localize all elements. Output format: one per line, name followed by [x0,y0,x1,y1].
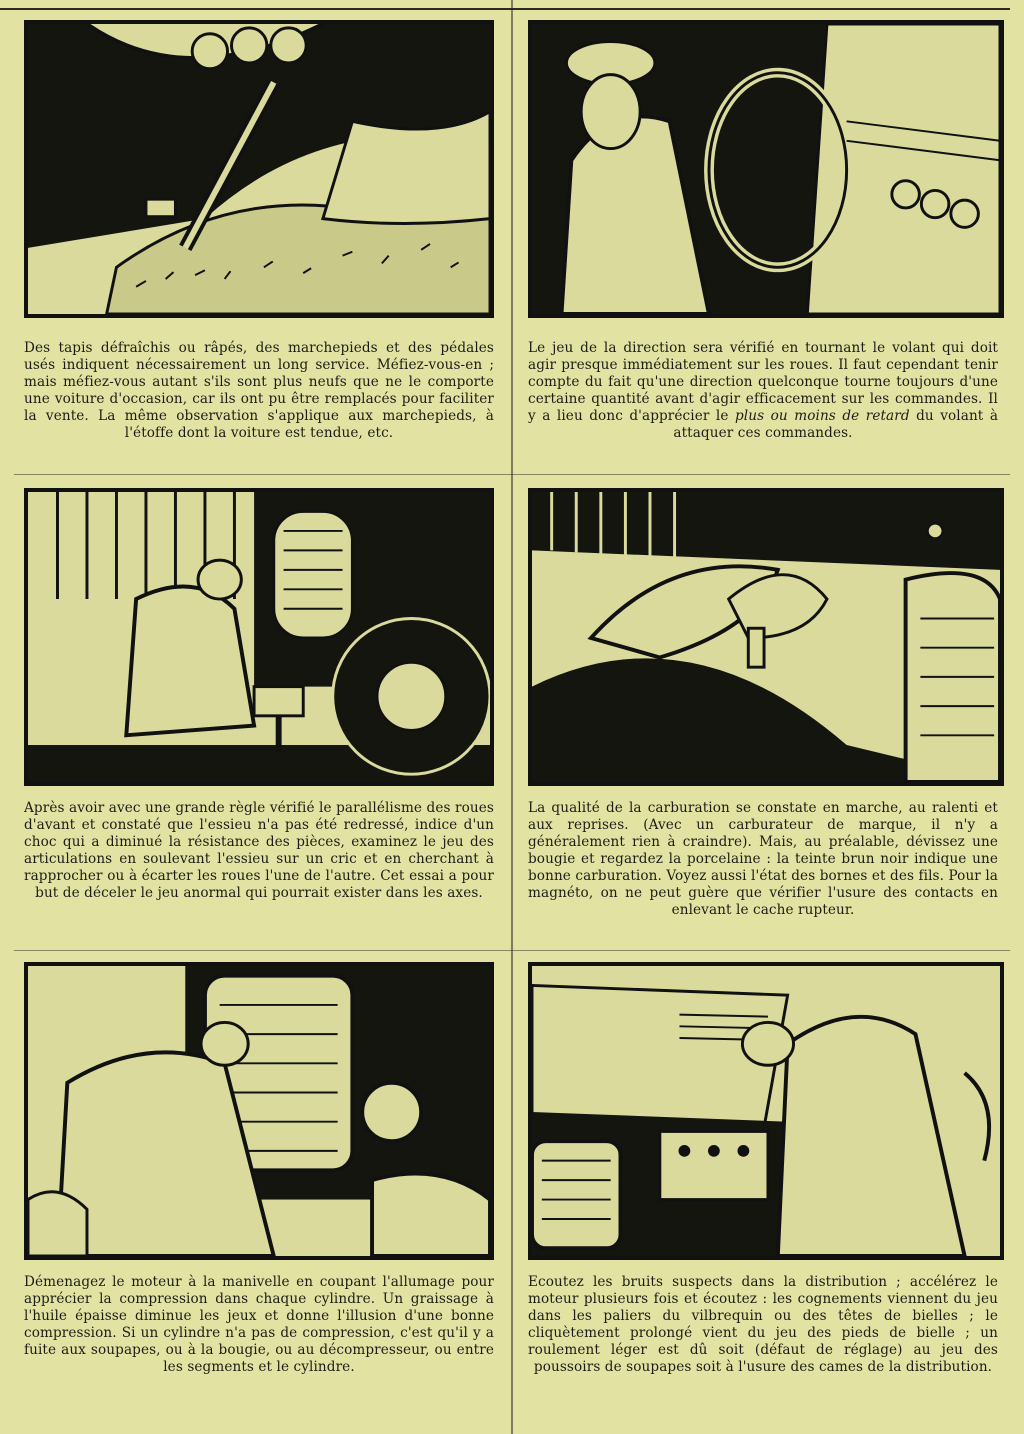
worn-floor-mat-illustration [24,20,494,318]
panel-caption: Des tapis défraîchis ou râpés, des marchepieds et des pédales usés indiquent nécessairement un long service. Méfiez-vous-en ; mais méfiez-vous autant s'ils sont plus neufs que ne le comporte une voiture d'occasion, car ils ont pu être remplacés pour faciliter la vente. La même observation s'applique aux marchepieds, à l'étoffe dont la voiture est tendue, etc. [24,340,494,441]
row-divider [14,950,1010,951]
car-jack-icon [28,492,490,782]
steering-wheel-illustration [528,20,1004,318]
caption-text: Le jeu de la direction sera vérifié en tournant le volant qui doit agir presque immédiatement sur les roues. Il faut cependant tenir compte du fait qu'une direction quelconque tourne toujours d'une certaine quantité avant d'agir efficacement sur les commandes. Il y a lieu donc d'apprécier le [528,340,998,424]
jacked-wheel-illustration [24,488,494,786]
spark-plug-illustration [528,488,1004,786]
listening-engine-illustration [528,962,1004,1260]
crank-handle-icon [28,966,490,1256]
caption-italic-text: plus ou moins de retard [734,408,910,424]
cranking-engine-illustration [24,962,494,1260]
panel-caption: Ecoutez les bruits suspects dans la distribution ; accélérez le moteur plusieurs fois et écoutez : les cognements viennent du jeu dans les paliers du vilbrequin ou des têtes de bielles ; le cliquètement prolongé vient du jeu des pieds de bielle ; un roulement léger est dû soit (défaut de réglage) au jeu des poussoirs de soupapes soit à l'usure des cames de la distribution. [528,1274,998,1375]
spark-plug-icon [532,492,1000,782]
pedals-icon [28,24,490,314]
top-rule [0,8,1010,10]
caption-text: du volant à attaquer ces commandes. [673,408,999,441]
column-divider [511,0,513,1434]
panel-caption: Démenagez le moteur à la manivelle en coupant l'allumage pour apprécier la compression dans chaque cylindre. Un graissage à l'huile épaisse diminue les jeux et donne l'illusion d'une bonne compression. Si un cylindre n'a pas de compression, c'est qu'il y a fuite aux soupapes, ou à la bougie, ou au décompresseur, ou entre les segments et le cylindre. [24,1274,494,1375]
engine-icon [532,966,1000,1256]
panel-caption: Après avoir avec une grande règle vérifié le parallélisme des roues d'avant et constaté que l'essieu n'a pas été redressé, indice d'un choc qui a diminué la résistance des pièces, examinez le jeu des articulations en soulevant l'essieu sur un cric et en cherchant à rapprocher ou à écarter les roues l'une de l'autre. Cet essai a pour but de déceler le jeu anormal qui pourrait exister dans les axes. [24,800,494,901]
panel-caption [528,340,998,480]
steering-wheel-icon [532,24,1000,314]
panel-caption: La qualité de la carburation se constate en marche, au ralenti et aux reprises. (Avec un carburateur de marque, il n'y a généralement rien à craindre). Mais, au préalable, dévissez une bougie et regardez la porcelaine : la teinte brun noir indique une bonne carburation. Voyez aussi l'état des bornes et des fils. Pour la magnéto, on ne peut guère que vérifier l'usure des contacts en enlevant le cache rupteur. [528,800,998,918]
